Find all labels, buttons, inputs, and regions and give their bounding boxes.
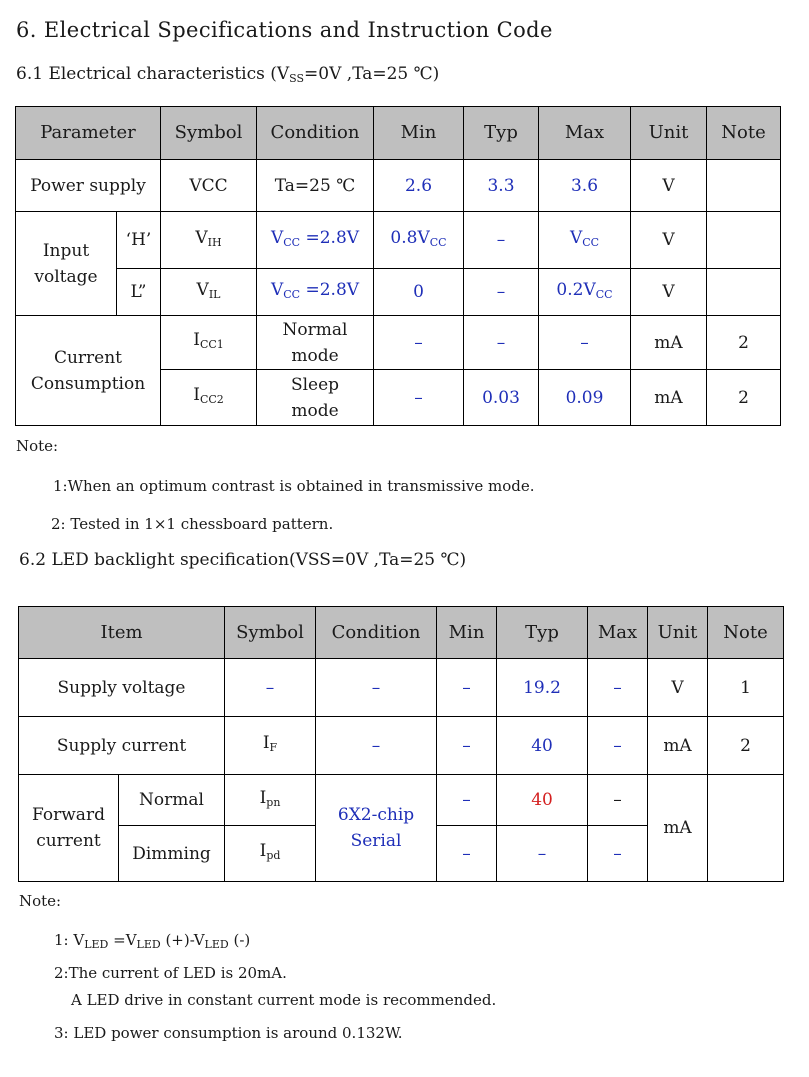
- header-max: Max: [539, 107, 631, 160]
- icc2-unit: mA: [631, 370, 707, 426]
- icc1-max: –: [539, 316, 631, 370]
- supply-current-typ: 40: [497, 717, 588, 775]
- icc1-cond1: Normal: [282, 319, 348, 340]
- power-note: [707, 160, 781, 212]
- input-l-max-sub: CC: [595, 287, 613, 301]
- section2-note-2-line1: 2:The current of LED is 20mA.: [54, 964, 287, 982]
- supply-voltage-min: –: [437, 659, 497, 717]
- icc1-condition: [257, 316, 374, 370]
- header-symbol: Symbol: [161, 107, 257, 160]
- header-condition: Condition: [316, 607, 437, 659]
- forward-dimming-max: –: [588, 826, 648, 882]
- current-consumption-param: [16, 316, 161, 426]
- section2-title: 6.2 LED backlight specification(VSS=0V ,Ta=25 ℃): [19, 550, 467, 570]
- forward-normal-sym-sub: pn: [266, 795, 281, 809]
- power-min: 2.6: [374, 160, 464, 212]
- input-h-min-sub: CC: [429, 235, 447, 249]
- section1-note-2: 2: Tested in 1×1 chessboard pattern.: [51, 515, 334, 533]
- section1-title-prefix: 6.1 Electrical characteristics (V: [16, 64, 290, 84]
- forward-item-line1: Forward: [32, 805, 105, 825]
- led-backlight-table: [18, 606, 784, 882]
- table-row: [16, 316, 781, 370]
- input-l-sym: V: [196, 279, 209, 300]
- input-l-note: [707, 269, 781, 316]
- supply-current-symbol: [225, 717, 316, 775]
- forward-normal-typ: 40: [497, 775, 588, 826]
- icc1-sym-sub: CC1: [199, 338, 224, 351]
- section1-title-sub: SS: [289, 72, 305, 85]
- forward-normal-max: –: [588, 775, 648, 826]
- input-l-sym-sub: IL: [208, 287, 221, 301]
- supply-voltage-condition: –: [316, 659, 437, 717]
- power-symbol: VCC: [161, 160, 257, 212]
- input-l-level: L”: [117, 269, 161, 316]
- forward-dimming-symbol: [225, 826, 316, 882]
- forward-dimming-typ: –: [497, 826, 588, 882]
- input-l-typ: –: [464, 269, 539, 316]
- supply-current-sym-sub: F: [269, 741, 278, 754]
- header-unit: Unit: [648, 607, 708, 659]
- input-h-max-sub: CC: [582, 235, 600, 249]
- input-l-cond-sub: CC: [283, 287, 301, 301]
- input-l-condition: [257, 269, 374, 316]
- table-row: [19, 717, 784, 775]
- supply-voltage-unit: V: [648, 659, 708, 717]
- current-param-line2: Consumption: [30, 373, 146, 394]
- icc2-max: 0.09: [539, 370, 631, 426]
- header-item: Item: [19, 607, 225, 659]
- icc2-symbol: [161, 370, 257, 426]
- input-h-cond-rest: =2.8V: [300, 227, 360, 248]
- header-min: Min: [437, 607, 497, 659]
- header-typ: Typ: [497, 607, 588, 659]
- power-unit: V: [631, 160, 707, 212]
- section2-note-label: Note:: [19, 892, 62, 910]
- icc2-cond2: mode: [291, 400, 339, 421]
- supply-current-item: Supply current: [19, 717, 225, 775]
- header-condition: Condition: [257, 107, 374, 160]
- section1-note-1: 1:When an optimum contrast is obtained in transmissive mode.: [53, 477, 535, 495]
- input-voltage-param: [16, 212, 117, 316]
- icc1-note: 2: [707, 316, 781, 370]
- header-symbol: Symbol: [225, 607, 316, 659]
- forward-condition-line1: 6X2-chip: [337, 805, 415, 825]
- icc2-sym: I: [193, 385, 200, 405]
- input-h-cond-sub: CC: [283, 235, 301, 249]
- forward-dimming-min: –: [437, 826, 497, 882]
- forward-dimming-sym: I: [259, 841, 267, 861]
- table-row: [16, 160, 781, 212]
- current-param-line1: Current: [53, 347, 123, 368]
- input-h-min: [374, 212, 464, 269]
- note1-d: (-): [228, 931, 251, 949]
- forward-normal-sym: I: [259, 787, 267, 808]
- note1-a-sub: LED: [84, 938, 109, 951]
- input-h-min-val: 0.8V: [390, 227, 430, 248]
- table-row: [16, 269, 781, 316]
- section2-note-1: [54, 931, 250, 951]
- supply-current-sym: I: [262, 733, 270, 753]
- forward-unit: mA: [648, 775, 708, 882]
- power-condition: Ta=25 ℃: [257, 160, 374, 212]
- input-l-min: 0: [374, 269, 464, 316]
- table-row: [19, 775, 784, 826]
- input-h-cond-v: V: [270, 227, 284, 248]
- power-max: 3.6: [539, 160, 631, 212]
- forward-normal-label: Normal: [119, 775, 225, 826]
- supply-current-condition: –: [316, 717, 437, 775]
- header-typ: Typ: [464, 107, 539, 160]
- note1-b: =V: [108, 931, 137, 949]
- input-h-symbol: [161, 212, 257, 269]
- input-h-condition: [257, 212, 374, 269]
- input-l-unit: V: [631, 269, 707, 316]
- note1-c: (+)-V: [160, 931, 205, 949]
- section2-note-3: 3: LED power consumption is around 0.132W.: [54, 1024, 403, 1042]
- supply-voltage-max: –: [588, 659, 648, 717]
- icc1-min: –: [374, 316, 464, 370]
- supply-voltage-item: Supply voltage: [19, 659, 225, 717]
- forward-normal-symbol: [225, 775, 316, 826]
- supply-voltage-note: 1: [708, 659, 784, 717]
- power-typ: 3.3: [464, 160, 539, 212]
- supply-current-max: –: [588, 717, 648, 775]
- icc1-unit: mA: [631, 316, 707, 370]
- input-param-line2: voltage: [34, 266, 98, 287]
- input-param-line1: Input: [42, 240, 90, 261]
- header-max: Max: [588, 607, 648, 659]
- header-note: Note: [707, 107, 781, 160]
- input-l-max: [539, 269, 631, 316]
- icc1-cond2: mode: [291, 345, 339, 366]
- section1-title-suffix: =0V ,Ta=25 ℃): [304, 64, 440, 84]
- power-param: Power supply: [16, 160, 161, 212]
- forward-item-line2: current: [36, 831, 101, 851]
- supply-voltage-symbol: –: [225, 659, 316, 717]
- input-h-note: [707, 212, 781, 269]
- section1-note-label: Note:: [16, 437, 59, 455]
- icc2-cond1: Sleep: [290, 374, 340, 395]
- forward-normal-min: –: [437, 775, 497, 826]
- forward-current-item: [19, 775, 119, 882]
- input-l-max-val: 0.2V: [556, 279, 596, 300]
- header-unit: Unit: [631, 107, 707, 160]
- input-h-max-val: V: [569, 227, 583, 248]
- forward-dimming-label: Dimming: [119, 826, 225, 882]
- electrical-characteristics-table: [15, 106, 781, 426]
- icc2-typ: 0.03: [464, 370, 539, 426]
- section2-note-2-line2: A LED drive in constant current mode is recommended.: [71, 991, 497, 1009]
- input-h-max: [539, 212, 631, 269]
- icc2-condition: [257, 370, 374, 426]
- forward-condition: [316, 775, 437, 882]
- section1-title: [16, 64, 439, 85]
- icc1-symbol: [161, 316, 257, 370]
- table-row: [16, 212, 781, 269]
- supply-voltage-typ: 19.2: [497, 659, 588, 717]
- icc1-sym: I: [193, 330, 200, 350]
- note1-b-sub: LED: [136, 938, 161, 951]
- forward-dimming-sym-sub: pd: [266, 849, 281, 862]
- input-h-unit: V: [631, 212, 707, 269]
- note1-a: 1: V: [54, 931, 85, 949]
- input-l-cond-rest: =2.8V: [300, 279, 360, 300]
- input-h-level: ‘H’: [117, 212, 161, 269]
- forward-note: [708, 775, 784, 882]
- icc2-min: –: [374, 370, 464, 426]
- input-l-symbol: [161, 269, 257, 316]
- page-title: 6. Electrical Specifications and Instruction Code: [16, 18, 553, 42]
- icc2-note: 2: [707, 370, 781, 426]
- forward-condition-line2: Serial: [350, 831, 402, 851]
- supply-current-note: 2: [708, 717, 784, 775]
- input-h-typ: –: [464, 212, 539, 269]
- icc1-typ: –: [464, 316, 539, 370]
- header-parameter: Parameter: [16, 107, 161, 160]
- note1-c-sub: LED: [204, 938, 229, 951]
- header-note: Note: [708, 607, 784, 659]
- supply-current-min: –: [437, 717, 497, 775]
- icc2-sym-sub: CC2: [199, 393, 224, 406]
- header-min: Min: [374, 107, 464, 160]
- supply-current-unit: mA: [648, 717, 708, 775]
- table-row: [19, 659, 784, 717]
- input-l-cond-v: V: [270, 279, 284, 300]
- input-h-sym-sub: IH: [207, 235, 222, 249]
- input-h-sym: V: [195, 227, 208, 248]
